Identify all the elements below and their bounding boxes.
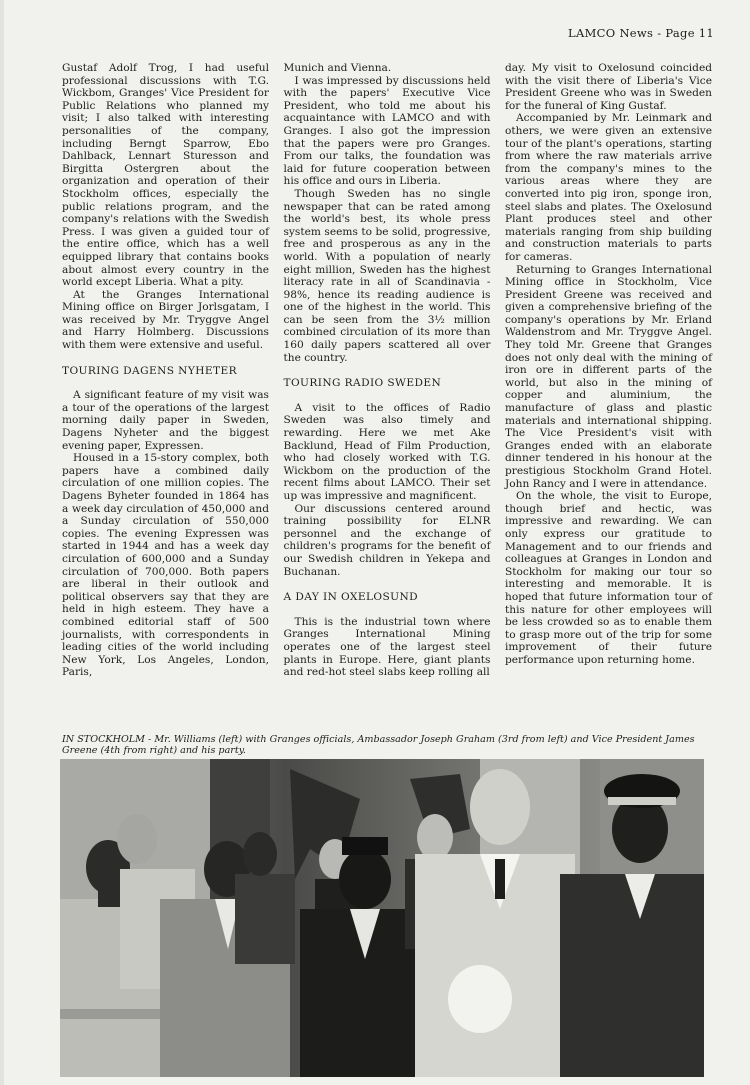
paragraph: At the Granges International Mining office on Birger Jorlsgatam, I was received by Mr. Tryggve Angel and Harry Holmberg. Discussions with them were extensive and useful. — [62, 288, 269, 352]
paragraph: Munich and Vienna. — [283, 62, 392, 74]
paragraph: On the whole, the visit to Europe, though brief and hectic, was impressive and rewarding. We can only express our gratitude to Management and to our friends and colleagues at Granges in London and Stockholm for making our tour so interesting and memorable. It is hoped that future information tour of this nature for other employees will be less crowded so as to enable them to grasp more out of the trip for some improvement of their future performance upon returning home. — [505, 490, 712, 666]
paragraph: Though Sweden has no single newspaper that can be rated among the world's best, its whole press system seems to be solid, progressive, free and prosperous as any in the world. With a population of nearly eight million, Sweden has the highest literacy rate in all of Scandinavia - 98%, hence its reading audience is one of the highest in the world. This can be seen from the 3½ million combined circulation of its more than 160 daily papers scattered all over the country. — [283, 187, 491, 364]
section-heading: A DAY IN OXELOSUND — [283, 591, 419, 604]
paragraph: Our discussions centered around training possibility for ELNR personnel and the exchange of children's programs for the benefit of our Swedish children in Yekepa and Buchanan. — [283, 502, 491, 578]
paragraph: A significant feature of my visit was a tour of the operations of the largest morning daily paper in Sweden, Dagens Nyheter and the biggest evening paper, Expressen. — [62, 389, 269, 452]
paragraph: A visit to the offices of Radio Sweden was also timely and rewarding. Here we met Ake Backlund, Head of Film Production, who had closely worked with T.G. Wickbom on the production of the recent films about LAMCO. Their set up was impressive and magnificent. — [283, 401, 491, 502]
column-1 — [62, 62, 269, 718]
paragraph: day. My visit to Oxelosund coincided with the visit there of Liberia's Vice President Greene who was in Sweden for the funeral of King Gustaf. — [505, 62, 712, 112]
paragraph: Returning to Granges International Mining office in Stockholm, Vice President Greene was received and given a comprehensive briefing of the company's operations by Mr. Erland Waldenstrom and Mr. Tryggve Angel. They told Mr. Greene that Granges does not only deal with the mining of iron ore in different parts of the world, but also in the mining of copper and aluminium, the manufacture of glass and plastic materials and international shipping. The Vice President's visit with Granges ended with an elaborate dinner tendered in his honour at the prestigious Stockholm Grand Hotel. John Rancy and I were in attendance. — [505, 263, 712, 490]
article-columns — [62, 62, 712, 718]
paragraph: Housed in a 15-story complex, both papers have a combined daily circulation of one million copies. The Dagens Byheter founded in 1864 has a week day circulation of 450,000 and a Sunday circulation of 550,000 copies. The evening Expressen was started in 1944 and has a week day circulation of 600,000 and a Sunday circulation of 700,000. Both papers are liberal in their outlook and political observers say that they are held in high esteem. They have a combined editorial staff of 500 journalists, with correspondents in leading cities of the world including New York, Los Angeles, London, Paris, — [62, 452, 269, 679]
paragraph: Accompanied by Mr. Leinmark and others, we were given an extensive tour of the plant's operations, starting from where the raw materials arrive from the company's mines to the various areas where they are converted into pig iron, sponge iron, steel slabs and plates. The Oxelosund Plant produces steel and other materials ranging from ship building and construction materials to parts for cameras. — [505, 112, 712, 263]
group-photo — [60, 759, 704, 1077]
section-heading: TOURING DAGENS NYHETER — [62, 364, 237, 377]
column-3 — [505, 62, 712, 718]
group-photo-illustration — [60, 759, 704, 1077]
column-2 — [284, 62, 491, 718]
photo-caption: IN STOCKHOLM - Mr. Williams (left) with Granges officials, Ambassador Joseph Graham (3rd from left) and Vice President James Greene (4th from right) and his party. — [62, 734, 695, 757]
paragraph: Gustaf Adolf Trog, I had useful professional discussions with T.G. Wickbom, Granges' Vice President for Public Relations who planned my visit; I also talked with interesting personalities of the company, including Berngt Sparrow, Ebo Dahlback, Lennart Sturesson and Birgitta Ostergren about the organization and operation of their Stockholm offices, especially the public relations program, and the company's relations with the Swedish Press. I was given a guided tour of the entire office, which has a well equipped library that contains books about almost every country in the world except Liberia. What a pity. — [62, 62, 269, 289]
section-heading: TOURING RADIO SWEDEN — [283, 377, 442, 390]
paragraph: I was impressed by discussions held with the papers' Executive Vice President, who told me about his acquaintance with LAMCO and with Granges. I also got the impression that the papers were pro Granges. From our talks, the foundation was laid for future cooperation between his office and ours in Liberia. — [283, 74, 491, 188]
paragraph: This is the industrial town where Granges International Mining operates one of the largest steel plants in Europe. Here, giant plants and red-hot steel slabs keep rolling all — [283, 615, 491, 679]
page-header: LAMCO News - Page 11 — [568, 26, 714, 40]
